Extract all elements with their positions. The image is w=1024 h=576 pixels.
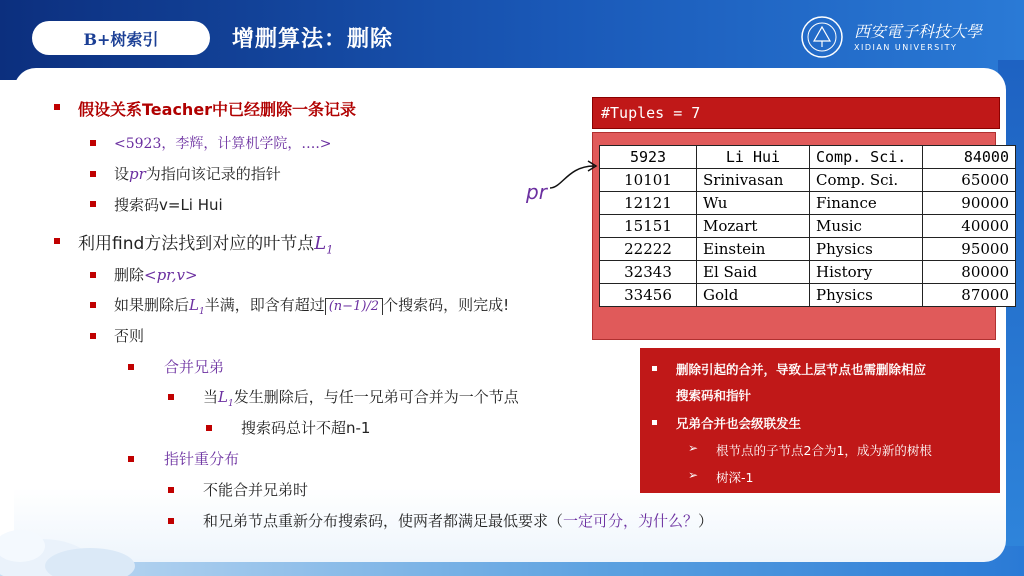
bullet-redistribute-keys: 和兄弟节点重新分布搜索码，使两者都满足最低要求（一定可分，为什么？）: [203, 512, 714, 530]
note-new-root: 根节点的子节点2合为1，成为新的树根: [716, 443, 932, 458]
note-bullet-marker: [652, 420, 657, 425]
table-row: [600, 146, 1016, 169]
table-cell: 40000: [923, 215, 1016, 238]
table-cell: Physics: [810, 238, 923, 261]
bullet-key-limit: 搜索码总计不超n-1: [241, 419, 371, 437]
university-seal-icon: [800, 15, 844, 59]
note-arrow-icon: ➢: [688, 441, 699, 455]
bullet-pointer: 设pr为指向该记录的指针: [114, 165, 281, 183]
note-arrow-icon: ➢: [688, 468, 699, 482]
table-row: [600, 215, 1016, 238]
bullet-record: <5923，李辉，计算机学院，….>: [114, 136, 332, 152]
section-tab[interactable]: B+树索引: [32, 21, 210, 55]
logo-chinese-name: 西安電子科技大學: [854, 21, 983, 41]
table-row: [600, 284, 1016, 307]
table-row: [600, 169, 1016, 192]
university-logo: [800, 14, 1000, 60]
note-box: [640, 348, 1000, 493]
table-cell: Gold: [697, 284, 810, 307]
table-row: [600, 192, 1016, 215]
bullet-marker: [128, 456, 134, 462]
bullet-merge-condition: 当$L_1$发生删除后，与任一兄弟可合并为一个节点: [203, 388, 519, 409]
bullet-marker: [168, 394, 174, 400]
table-cell: Finance: [810, 192, 923, 215]
bullet-marker: [54, 238, 60, 244]
bullet-marker: [90, 171, 96, 177]
logo-english-name: XIDIAN UNIVERSITY: [854, 42, 958, 52]
table-cell: Physics: [810, 284, 923, 307]
table-cell: 95000: [923, 238, 1016, 261]
table-cell: Einstein: [697, 238, 810, 261]
table-cell: 84000: [923, 146, 1016, 169]
table-cell: 5923: [600, 146, 697, 169]
table-cell: 15151: [600, 215, 697, 238]
table-cell: 87000: [923, 284, 1016, 307]
table-cell: El Said: [697, 261, 810, 284]
bullet-marker: [90, 302, 96, 308]
bullet-half-full: 如果删除后$L_1$半满，即含有超过 (n−1)/2 个搜索码，则完成!: [114, 296, 510, 317]
bullet-merge-siblings: 合并兄弟: [164, 358, 225, 376]
note-depth: 树深-1: [716, 470, 754, 485]
table-cell: 10101: [600, 169, 697, 192]
table-row: [600, 261, 1016, 284]
bullet-marker: [168, 518, 174, 524]
table-cell: Srinivasan: [697, 169, 810, 192]
note-cascade-delete: 删除引起的合并，导致上层节点也需删除相应: [676, 362, 927, 377]
bullet-cannot-merge: 不能合并兄弟时: [203, 481, 309, 499]
page-title: 增删算法：删除: [232, 27, 394, 52]
table-cell: 80000: [923, 261, 1016, 284]
table-cell: Comp. Sci.: [810, 169, 923, 192]
cloud-decoration: [0, 506, 200, 576]
bullet-marker: [206, 425, 212, 431]
pointer-arrow-icon: [548, 158, 600, 194]
table-cell: Mozart: [697, 215, 810, 238]
note-bullet-marker: [652, 366, 657, 371]
bullet-assumption: 假设关系Teacher中已经删除一条记录: [78, 100, 357, 119]
bullet-search-key: 搜索码v=Li Hui: [114, 196, 223, 214]
record-table: [599, 145, 1016, 307]
table-cell: 90000: [923, 192, 1016, 215]
bullet-marker: [54, 104, 60, 110]
table-cell: Li Hui: [697, 146, 810, 169]
table-cell: 22222: [600, 238, 697, 261]
bullet-marker: [90, 272, 96, 278]
bullet-otherwise: 否则: [114, 327, 145, 345]
record-table-frame: [592, 132, 1009, 340]
bullet-delete: 删除<pr,v>: [114, 266, 198, 284]
table-cell: 33456: [600, 284, 697, 307]
bullet-find: 利用find方法找到对应的叶节点$L_1$: [78, 233, 334, 257]
pointer-label: pr: [526, 180, 547, 204]
table-cell: History: [810, 261, 923, 284]
note-cascade-delete-cont: 搜索码和指针: [676, 388, 752, 403]
table-cell: Music: [810, 215, 923, 238]
table-cell: 65000: [923, 169, 1016, 192]
table-cell: Comp. Sci.: [810, 146, 923, 169]
table-cell: 12121: [600, 192, 697, 215]
bullet-marker: [128, 364, 134, 370]
bullet-marker: [90, 201, 96, 207]
bullet-redistribute: 指针重分布: [164, 450, 240, 468]
table-row: [600, 238, 1016, 261]
bullet-marker: [168, 487, 174, 493]
bullet-marker: [90, 333, 96, 339]
table-cell: Wu: [697, 192, 810, 215]
table-cell: 32343: [600, 261, 697, 284]
tuples-count: #Tuples = 7: [592, 97, 1000, 129]
bullet-marker: [90, 140, 96, 146]
note-cascade-merge: 兄弟合并也会级联发生: [676, 416, 802, 431]
